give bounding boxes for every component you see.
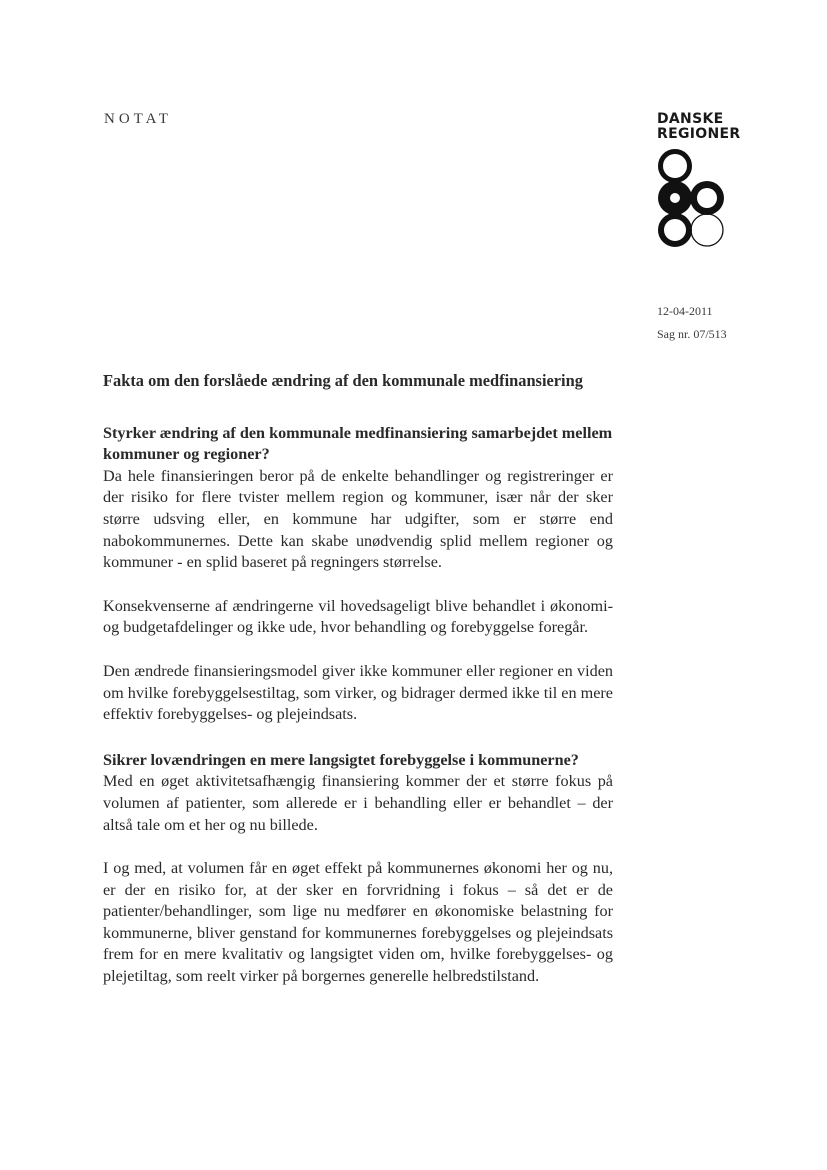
document-title: Fakta om den forslåede ændring af den kommunale medfinansiering xyxy=(103,371,583,390)
logo-text-line2: REGIONER xyxy=(657,126,741,142)
paragraph: Med en øget aktivitetsafhængig finansiering kommer der et større fokus på volumen af patienter, som allerede er i behandling eller er behandlet – der altså tale om et her og nu billede. xyxy=(103,772,613,834)
paragraph: I og med, at volumen får en øget effekt på kommunernes økonomi her og nu, er der en risiko for, at der sker en forvridning i fokus – så det er de patienter/behandlinger, som lige nu medfører en økonomiske belastning for kommunerne, bliver genstand for kommunernes forebyggelses og plejeindsats frem for en mere kvalitativ og langsigtet viden om, hvilke forebyggelses- og plejetiltag, som reelt virker på borgernes generelle helbredstilstand. xyxy=(103,859,613,986)
paragraph: Den ændrede finansieringsmodel giver ikke kommuner eller regioner en viden om hvilke forebyggelsestiltag, som virker, og bidrager dermed ikke til en mere effektiv forebyggelses- og plejeindsats. xyxy=(103,661,613,724)
section-heading-1: Styrker ændring af den kommunale medfinansiering samarbejdet mellem kommuner og regioner? xyxy=(103,423,613,464)
paragraph: Da hele finansieringen beror på de enkelte behandlinger og registreringer er der risiko for flere tvister mellem region og kommuner, især når der sker større udsving eller, en kommune har udgifter, som er større end nabokommunernes. Dette kan skabe unødvendig splid mellem regioner og kommuner - en splid baseret på regningers størrelse. xyxy=(103,466,613,572)
document-type-label: NOTAT xyxy=(104,111,172,127)
document-body xyxy=(103,370,613,988)
danske-regioner-logo xyxy=(657,112,747,260)
logo-text-line1: DANSKE xyxy=(657,111,724,127)
document-date: 12-04-2011 xyxy=(657,304,713,318)
paragraph: Konsekvenserne af ændringerne vil hovedsageligt blive behandlet i økonomi- og budgetafdelinger og ikke ude, hvor behandling og forebyggelse foregår. xyxy=(103,596,613,637)
section-heading-2: Sikrer lovændringen en mere langsigtet forebyggelse i kommunerne? xyxy=(103,750,579,769)
case-number: Sag nr. 07/513 xyxy=(657,327,727,341)
logo-circles-icon xyxy=(657,148,737,260)
document-meta xyxy=(657,300,727,346)
